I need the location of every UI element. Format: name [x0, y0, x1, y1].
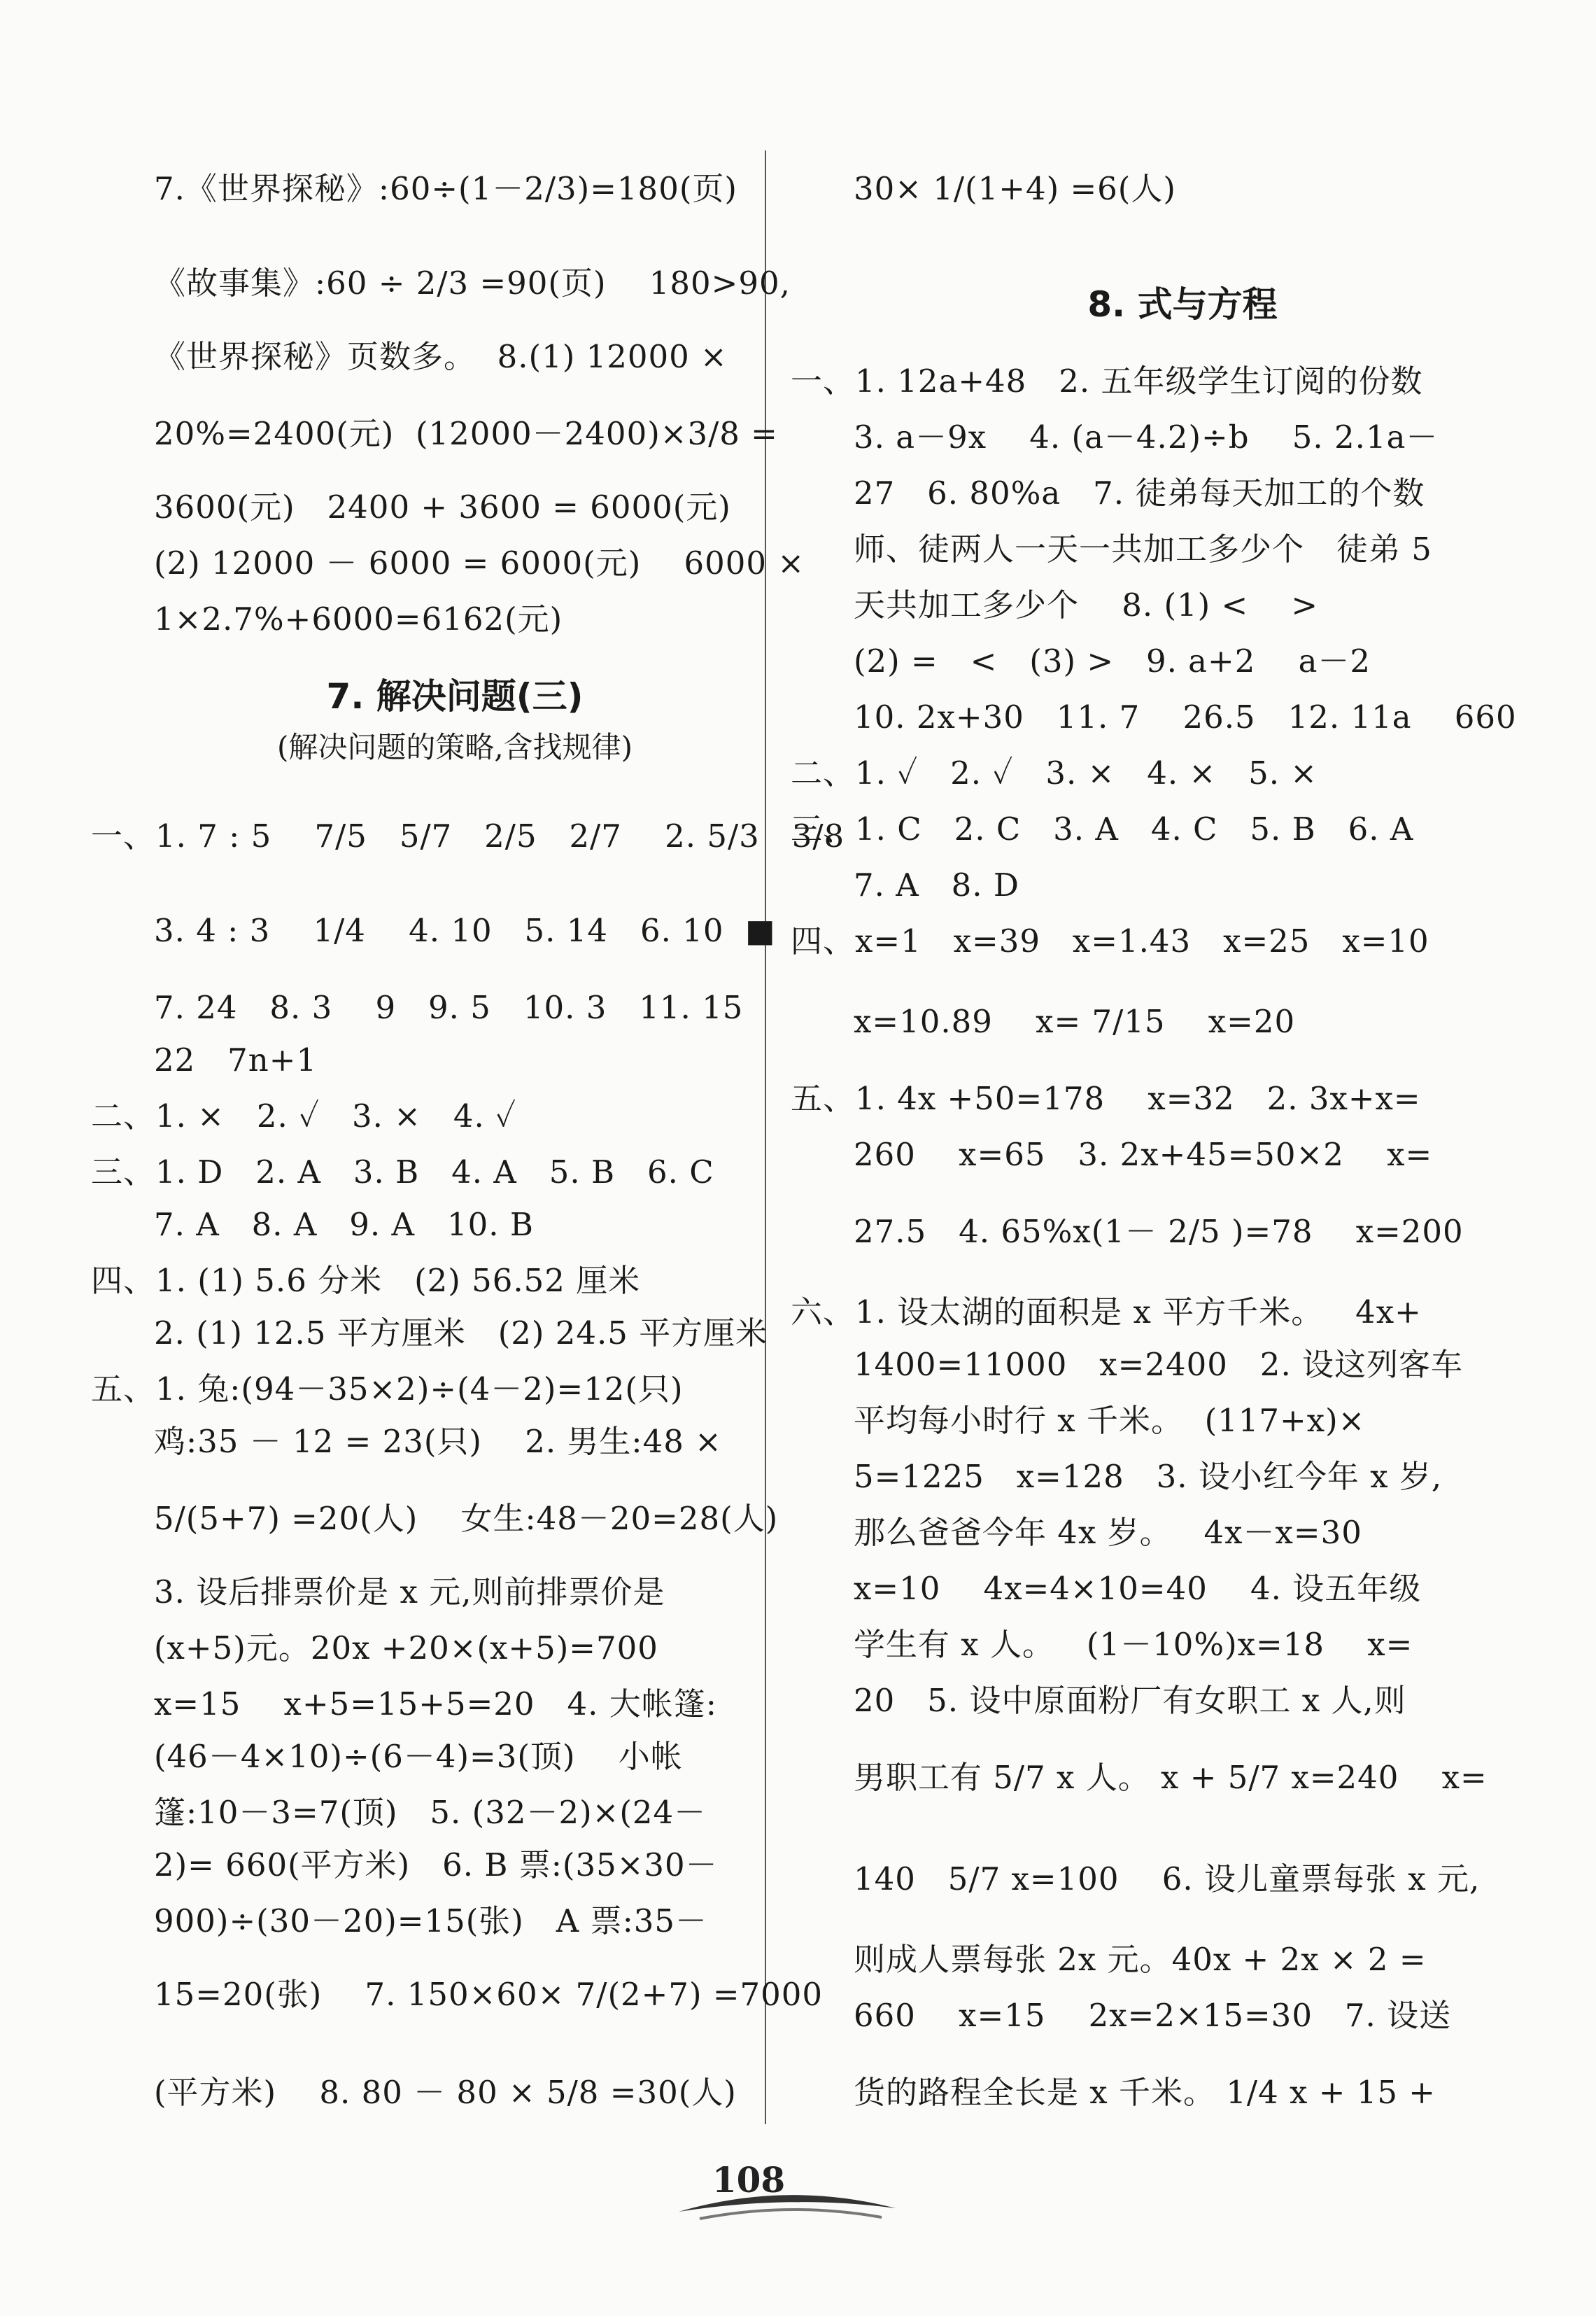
text-line: 660 x=15 2x=2×15=30 7. 设送 — [854, 1997, 1452, 2034]
text-line: (46－4×10)÷(6－4)=3(顶) 小帐 — [154, 1738, 683, 1775]
text-line: 师、徒两人一天一共加工多少个 徒弟 5 — [854, 531, 1432, 568]
text-line: 学生有 x 人。 (1－10%)x=18 x= — [854, 1626, 1413, 1663]
text-line: 篷:10－3=7(顶) 5. (32－2)×(24－ — [154, 1794, 707, 1831]
text-line: 《故事集》:60 ÷ 2/3 =90(页) 180>90, — [154, 265, 791, 302]
text-line: 140 5/7 x=100 6. 设儿童票每张 x 元, — [854, 1860, 1481, 1897]
section-subtitle: (解决问题的策略,含找规律) — [276, 730, 633, 764]
text-line: 二、1. ✓ 2. ✓ 3. × 4. × 5. × — [791, 755, 1318, 792]
text-line: 3. 设后排票价是 x 元,则前排票价是 — [154, 1573, 665, 1610]
text-line: 15=20(张) 7. 150×60× 7/(2+7) =7000 — [154, 1976, 824, 2013]
section-title: 8. 式与方程 — [1087, 284, 1278, 325]
text-line: x=10 4x=4×10=40 4. 设五年级 — [854, 1570, 1422, 1607]
text-line: 货的路程全长是 x 千米。 1/4 x + 15 + — [854, 2074, 1436, 2111]
text-line: 《世界探秘》页数多。 8.(1) 12000 × — [154, 338, 728, 375]
text-line: 7. A 8. D — [854, 866, 1019, 904]
text-line: 22 7n+1 — [154, 1041, 318, 1079]
text-line: 二、1. × 2. ✓ 3. × 4. ✓ — [91, 1097, 517, 1135]
text-line: 四、1. (1) 5.6 分米 (2) 56.52 厘米 — [91, 1262, 641, 1299]
text-line: 四、x=1 x=39 x=1.43 x=25 x=10 — [791, 922, 1429, 960]
text-line: 27 6. 80%a 7. 徒弟每天加工的个数 — [854, 475, 1425, 512]
text-line: 3600(元) 2400 + 3600 = 6000(元) — [154, 489, 731, 526]
text-line: 30× 1/(1+4) =6(人) — [854, 170, 1176, 207]
text-line: (2) 12000 － 6000 = 6000(元) 6000 × — [154, 545, 805, 582]
text-line: 鸡:35 － 12 = 23(只) 2. 男生:48 × — [154, 1423, 722, 1460]
text-line: 5=1225 x=128 3. 设小红今年 x 岁, — [854, 1458, 1443, 1495]
text-line: 三、1. C 2. C 3. A 4. C 5. B 6. A — [791, 810, 1414, 848]
text-line: 男职工有 5/7 x 人。 x + 5/7 x=240 x= — [854, 1759, 1488, 1796]
text-line: 六、1. 设太湖的面积是 x 平方千米。 4x+ — [791, 1293, 1422, 1331]
text-line: 一、1. 12a+48 2. 五年级学生订阅的份数 — [791, 363, 1423, 400]
text-line: 20 5. 设中原面粉厂有女职工 x 人,则 — [854, 1682, 1406, 1719]
text-line: 天共加工多少个 8. (1) < > — [854, 587, 1319, 624]
text-line: 五、1. 兔:(94－35×2)÷(4－2)=12(只) — [91, 1370, 684, 1408]
text-line: 则成人票每张 2x 元。40x + 2x × 2 = — [854, 1941, 1427, 1978]
text-line: 平均每小时行 x 千米。 (117+x)× — [854, 1402, 1366, 1439]
text-line: x=10.89 x= 7/15 x=20 — [854, 1003, 1296, 1040]
text-line: 10. 2x+30 11. 7 26.5 12. 11a 660 — [854, 699, 1517, 736]
text-line: (2) = < (3) > 9. a+2 a－2 — [854, 643, 1371, 680]
text-line: 2. (1) 12.5 平方厘米 (2) 24.5 平方厘米 — [154, 1314, 768, 1352]
text-line: (平方米) 8. 80 － 80 × 5/8 =30(人) — [154, 2074, 737, 2111]
text-line: 7.《世界探秘》:60÷(1－2/3)=180(页) — [154, 170, 737, 207]
text-line: 7. 24 8. 3 9 9. 5 10. 3 11. 15 — [154, 989, 744, 1026]
text-line: 5/(5+7) =20(人) 女生:48－20=28(人) — [154, 1500, 779, 1537]
text-line: 1400=11000 x=2400 2. 设这列客车 — [854, 1346, 1464, 1383]
text-line: 3. a－9x 4. (a－4.2)÷b 5. 2.1a－ — [854, 419, 1439, 456]
section-title: 7. 解决问题(三) — [326, 676, 584, 717]
text-line: 那么爸爸今年 4x 岁。 4x－x=30 — [854, 1514, 1362, 1551]
text-line: (x+5)元。20x +20×(x+5)=700 — [154, 1629, 658, 1666]
text-line: 一、1. 7 : 5 7/5 5/7 2/5 2/7 2. 5/3 3/8 — [91, 817, 845, 855]
page-number: 108 — [712, 2159, 786, 2201]
text-line: 260 x=65 3. 2x+45=50×2 x= — [854, 1136, 1433, 1173]
text-line: 三、1. D 2. A 3. B 4. A 5. B 6. C — [91, 1153, 714, 1191]
text-line: x=15 x+5=15+5=20 4. 大帐篷: — [154, 1685, 717, 1722]
text-line: 五、1. 4x +50=178 x=32 2. 3x+x= — [791, 1080, 1421, 1117]
text-line: 3. 4 : 3 1/4 4. 10 5. 14 6. 10 ■ — [154, 912, 776, 949]
text-line: 7. A 8. A 9. A 10. B — [154, 1206, 534, 1243]
text-line: 2)= 660(平方米) 6. B 票:(35×30－ — [154, 1846, 718, 1883]
text-line: 900)÷(30－20)=15(张) A 票:35－ — [154, 1902, 708, 1939]
text-line: 1×2.7%+6000=6162(元) — [154, 601, 563, 638]
text-line: 20%=2400(元) (12000－2400)×3/8 = — [154, 415, 778, 452]
text-line: 27.5 4. 65%x(1－ 2/5 )=78 x=200 — [854, 1213, 1464, 1250]
